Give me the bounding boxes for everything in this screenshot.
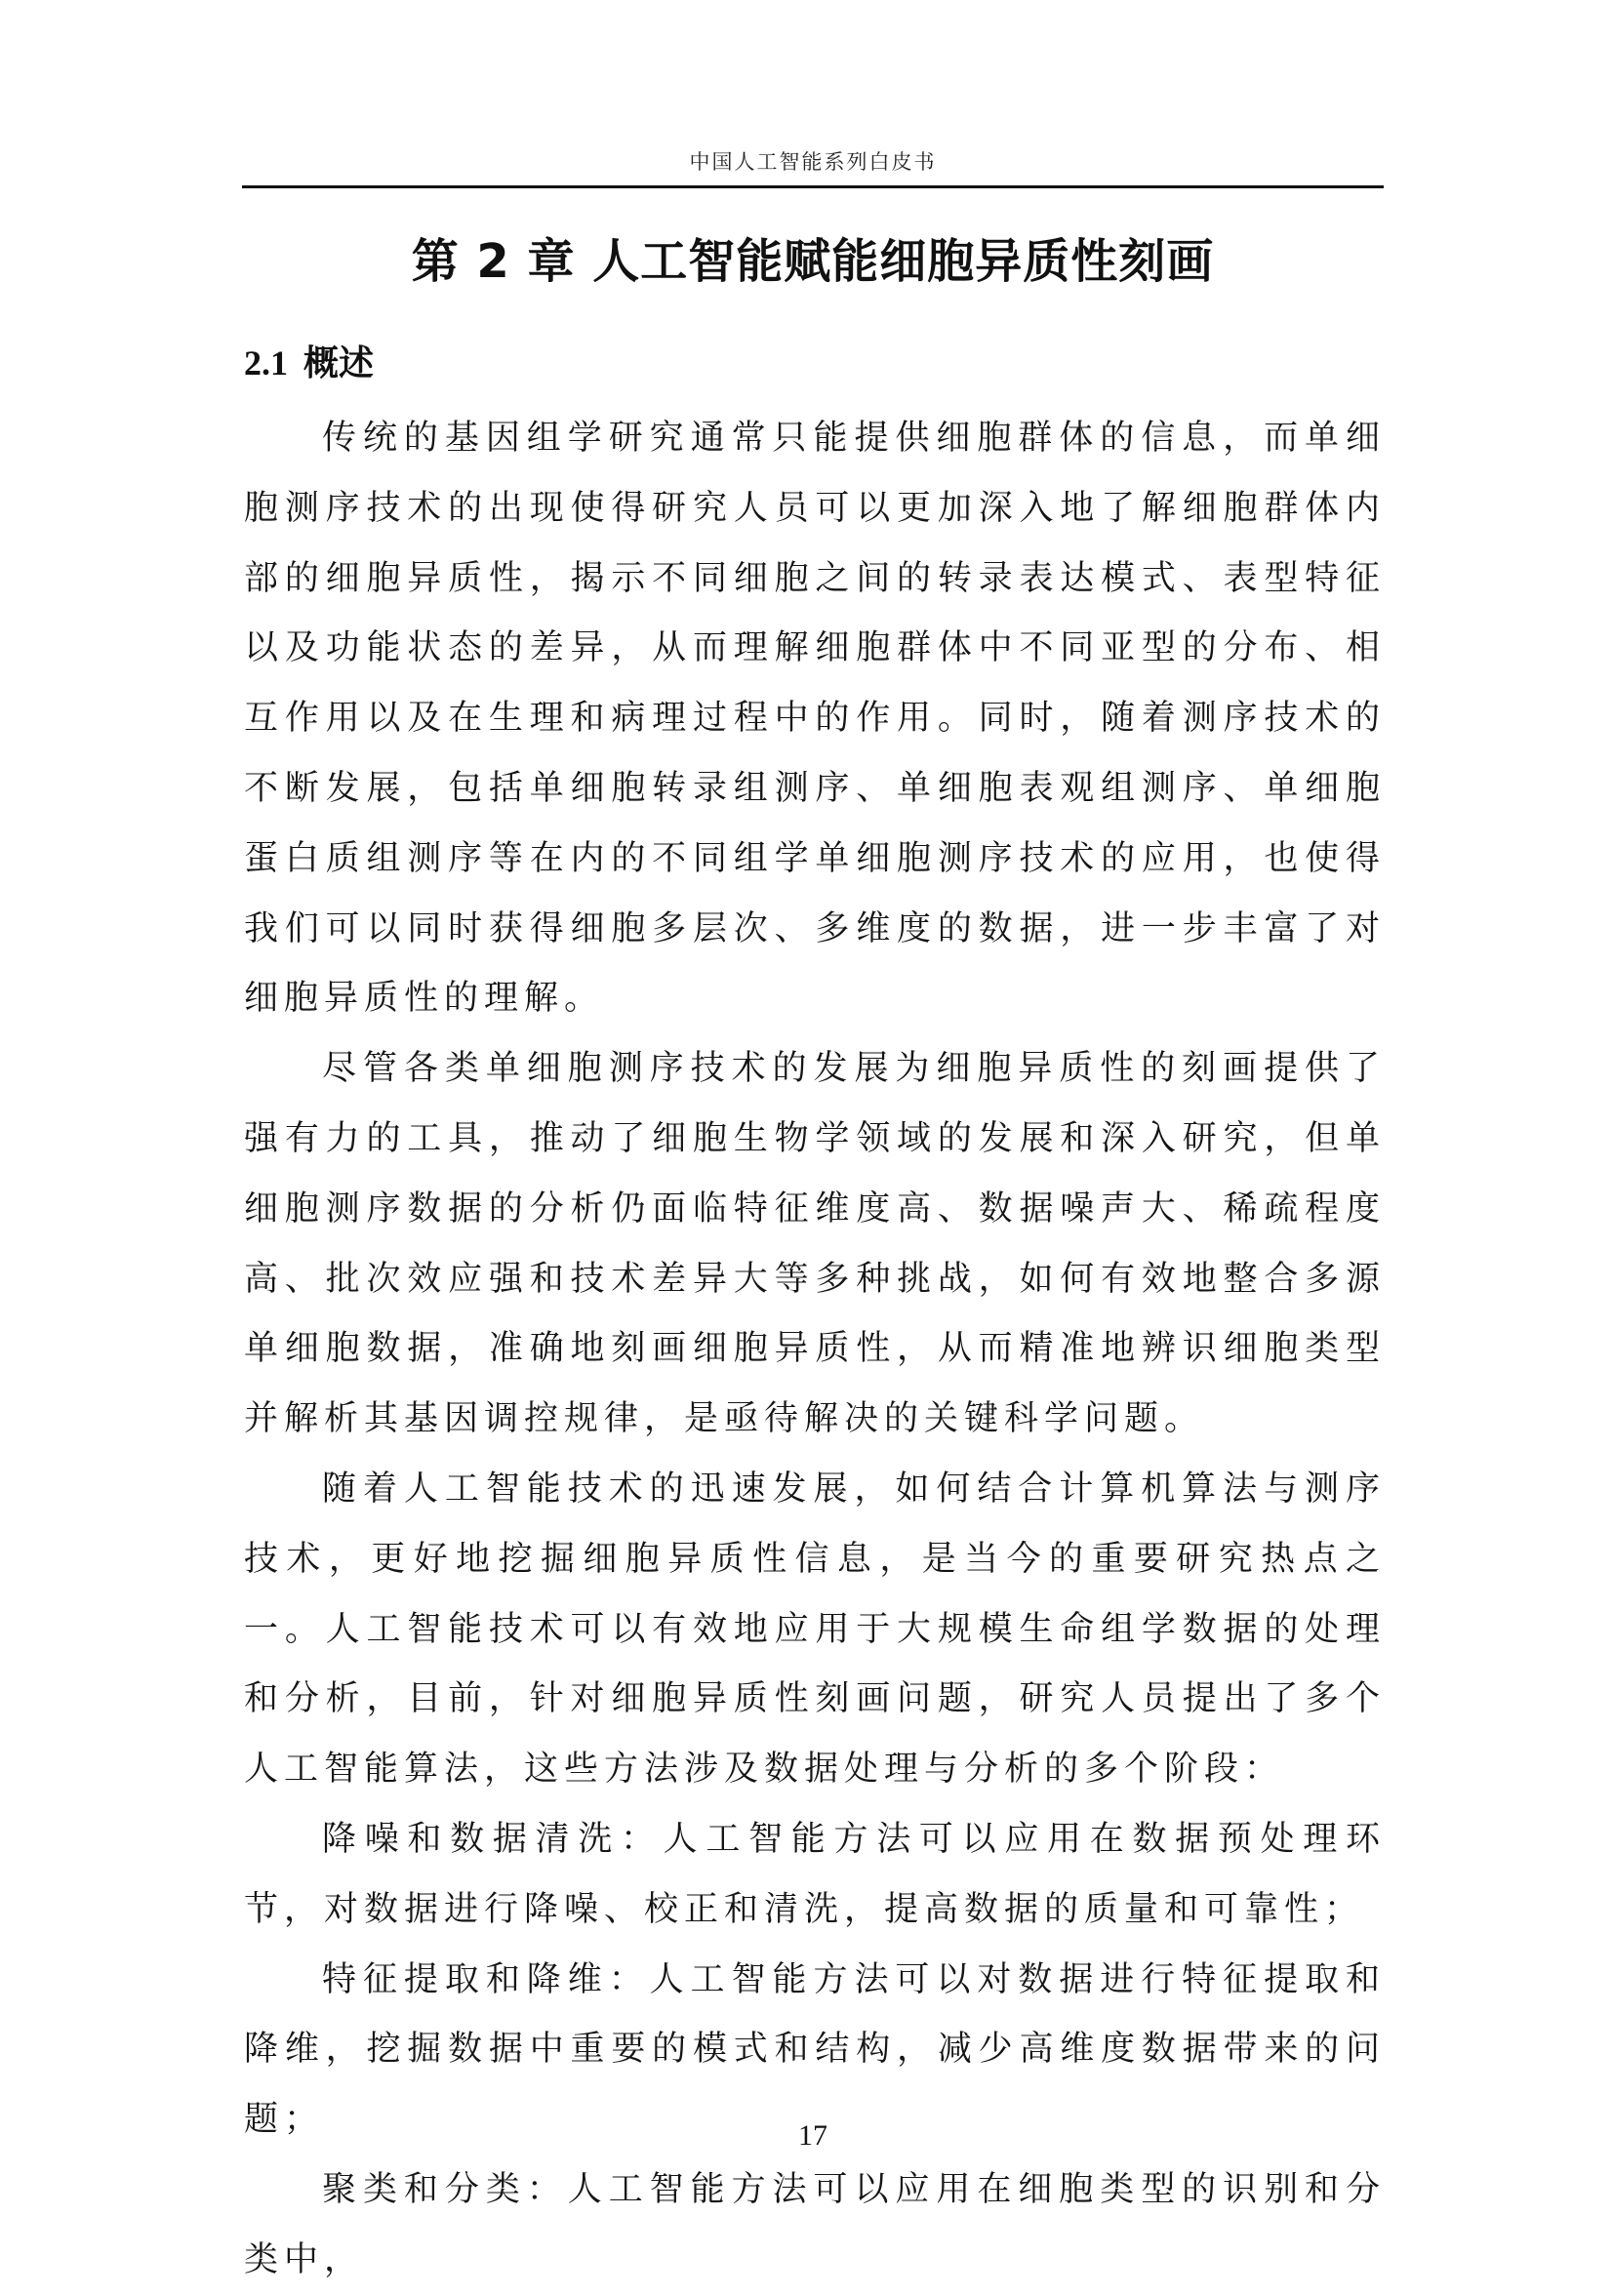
paragraph-denoising: 降噪和数据清洗：人工智能方法可以应用在数据预处理环节，对数据进行降噪、校正和清洗，提高数据的质量和可靠性； xyxy=(244,1819,1386,1929)
chapter-title: 第 2 章 人工智能赋能细胞异质性刻画 xyxy=(411,234,1215,289)
paragraph-clustering: 聚类和分类：人工智能方法可以应用在细胞类型的识别和分类中， xyxy=(244,2169,1386,2279)
paragraph-1: 传统的基因组学研究通常只能提供细胞群体的信息，而单细胞测序技术的出现使得研究人员可以更加深入地了解细胞群体内部的细胞异质性，揭示不同细胞之间的转录表达模式、表型特征以及功能状态的差异，从而理解细胞群体中不同亚型的分布、相互作用以及在生理和病理过程中的作用。同时，随着测序技术的不断发展，包括单细胞转录组测序、单细胞表观组测序、单细胞蛋白质组测序等在内的不同组学单细胞测序技术的应用，也使得我们可以同时获得细胞多层次、多维度的数据，进一步丰富了对细胞异质性的理解。 xyxy=(244,419,1386,1019)
paragraph-3: 随着人工智能技术的迅速发展，如何结合计算机算法与测序技术，更好地挖掘细胞异质性信息，是当今的重要研究热点之一。人工智能技术可以有效地应用于大规模生命组学数据的处理和分析，目前，针对细胞异质性刻画问题，研究人员提出了多个人工智能算法，这些方法涉及数据处理与分析的多个阶段： xyxy=(244,1469,1386,1790)
section-title: 概述 xyxy=(303,343,375,383)
running-header: 中国人工智能系列白皮书 xyxy=(689,150,937,174)
body-text xyxy=(244,404,1386,2296)
page-number: 17 xyxy=(798,2119,827,2152)
header-rule xyxy=(242,185,1384,188)
section-heading xyxy=(244,338,374,389)
paragraph-2: 尽管各类单细胞测序技术的发展为细胞异质性的刻画提供了强有力的工具，推动了细胞生物学领域的发展和深入研究，但单细胞测序数据的分析仍面临特征维度高、数据噪声大、稀疏程度高、批次效应强和技术差异大等多种挑战，如何有效地整合多源单细胞数据，准确地刻画细胞异质性，从而精准地辨识细胞类型并解析其基因调控规律，是亟待解决的关键科学问题。 xyxy=(244,1049,1386,1439)
section-number: 2.1 xyxy=(244,343,288,383)
paragraph-feature-extraction: 特征提取和降维：人工智能方法可以对数据进行特征提取和降维，挖掘数据中重要的模式和结构，减少高维度数据带来的问题； xyxy=(244,1959,1386,2140)
